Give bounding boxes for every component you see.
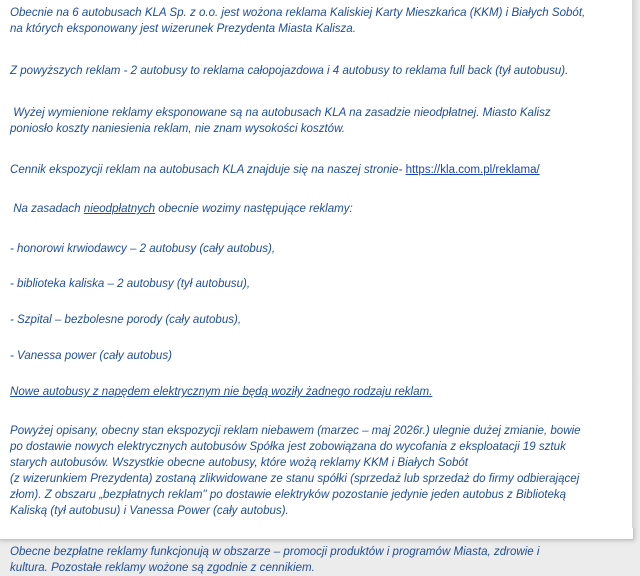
free-ads-line-1: Wyżej wymienione reklamy eksponowane są na autobusach KLA na zasadzie nieodpłatnej. Miasto Kalisz [10, 107, 551, 119]
free-basis-before: Na zasadach [10, 203, 84, 215]
paragraph-changes [10, 423, 632, 519]
closing-line-1: Obecne bezpłatne reklamy funkcjonują w obszarze – promocji produktów i programów Miasta, zdrowie i [10, 546, 540, 558]
pricelist-link[interactable]: https://kla.com.pl/reklama/ [405, 164, 540, 176]
changes-line-5: złom). Z obszaru „bezpłatnych reklam" po dostawie elektryków pozostanie jedynie jeden autobus z Biblioteką [10, 489, 567, 501]
paragraph-free-ads [10, 105, 632, 137]
intro-line-2: na których eksponowany jest wizerunek Prezydenta Miasta Kalisza. [10, 23, 356, 35]
paragraph-closing [10, 544, 632, 576]
paragraph-pricelist [10, 162, 632, 178]
list-item: - Szpital – bezbolesne porody (cały autobus), [10, 314, 242, 326]
free-basis-underlined: nieodpłatnych [83, 203, 156, 215]
paragraph-free-basis [10, 201, 632, 217]
list-item: - honorowi krwiodawcy – 2 autobusy (cały autobus), [10, 243, 276, 255]
closing-line-2: kultura. Pozostałe reklamy wożone są zgodnie z cennikiem. [10, 562, 315, 574]
changes-line-4: (z wizerunkiem Prezydenta) zostaną zlikwidowane ze stanu spółki (sprzedaż lub sprzedaż do firmy odbierającej [10, 473, 580, 485]
paragraph-ad-types: Z powyższych reklam - 2 autobusy to reklama całopojazdowa i 4 autobusy to reklama full back (tył autobusu). [10, 65, 569, 77]
free-basis-after: obecnie wozimy następujące reklamy: [155, 203, 353, 215]
list-item: - biblioteka kaliska – 2 autobusy (tył autobusu), [10, 278, 251, 290]
free-ads-line-2: poniosło koszty naniesienia reklam, nie znam wysokości kosztów. [10, 123, 346, 135]
changes-line-2: po dostawie nowych elektrycznych autobusów Spółka jest zobowiązana do wycofania z eksploatacji 19 sztuk [10, 441, 566, 453]
page-edge-shadow [632, 0, 640, 528]
changes-line-3: starych autobusów. Wszystkie obecne autobusy, które wożą reklamy KKM i Białych Sobót [10, 457, 469, 469]
changes-line-1: Powyżej opisany, obecny stan ekspozycji reklam niebawem (marzec – maj 2026r.) ulegnie dużej zmianie, bowie [10, 425, 581, 437]
intro-line-1: Obecnie na 6 autobusach KLA Sp. z o.o. jest wożona reklama Kaliskiej Karty Mieszkańca (KKM) i Białych Sobót, [10, 7, 586, 19]
pricelist-text: Cennik ekspozycji reklam na autobusach KLA znajduje się na naszej stronie- [10, 164, 406, 176]
list-item: - Vanessa power (cały autobus) [10, 350, 172, 362]
paragraph-new-buses: Nowe autobusy z napędem elektrycznym nie będą woziły żadnego rodzaju reklam. [10, 386, 433, 398]
paragraph-intro [10, 5, 632, 37]
email-body [10, 5, 632, 576]
changes-line-6: Kaliską (tył autobusu) i Vanessa Power (cały autobus). [10, 505, 289, 517]
